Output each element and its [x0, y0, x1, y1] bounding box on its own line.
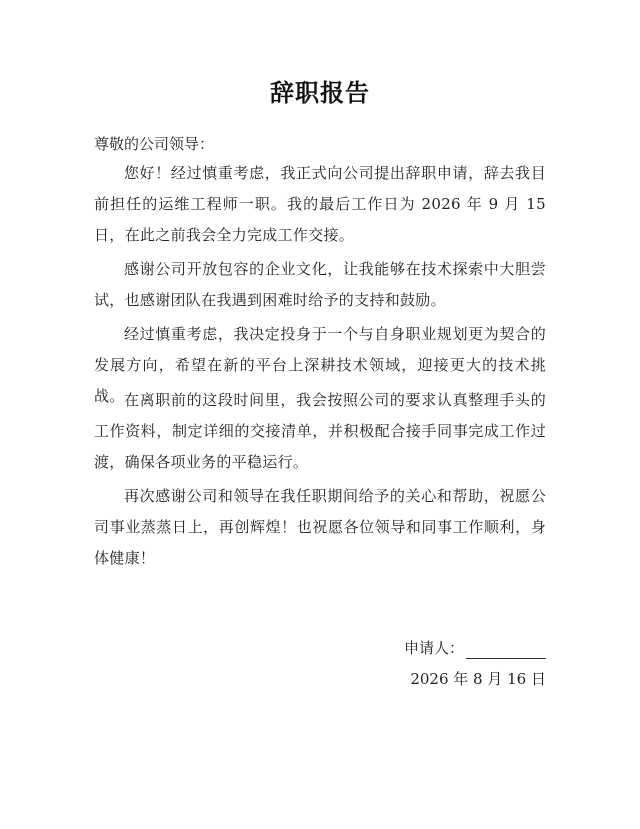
paragraph-4: 在离职前的这段时间里，我会按照公司的要求认真整理手头的工作资料，制定详细的交接清单，并积极配合接手同事完成工作过渡，确保各项业务的平稳运行。 [94, 391, 546, 471]
signature-label: 申请人： [403, 639, 464, 657]
paragraph-5: 再次感谢公司和领导在我任职期间给予的关心和帮助，祝愿公司事业蒸蒸日上，再创辉煌！也祝愿各位领导和同事工作顺利，身体健康！ [94, 487, 546, 567]
document-date: 2026 年 8 月 16 日 [410, 670, 546, 688]
salutation: 尊敬的公司领导： [94, 135, 215, 153]
paragraph-3: 经过慎重考虑，我决定投身于一个与自身职业规划更为契合的发展方向，希望在新的平台上深耕技术领域，迎接更大的技术挑战。 [94, 325, 546, 405]
paragraph-2: 感谢公司开放包容的企业文化，让我能够在技术探索中大胆尝试，也感谢团队在我遇到困难时给予的支持和鼓励。 [94, 260, 546, 309]
paragraph-1: 您好！经过慎重考虑，我正式向公司提出辞职申请，辞去我目前担任的运维工程师一职。我的最后工作日为 2026 年 9 月 15 日，在此之前我会全力完成工作交接。 [94, 164, 546, 244]
document-title: 辞职报告 [270, 79, 370, 107]
signature-blank-line [466, 642, 546, 659]
signature-row [404, 637, 546, 659]
